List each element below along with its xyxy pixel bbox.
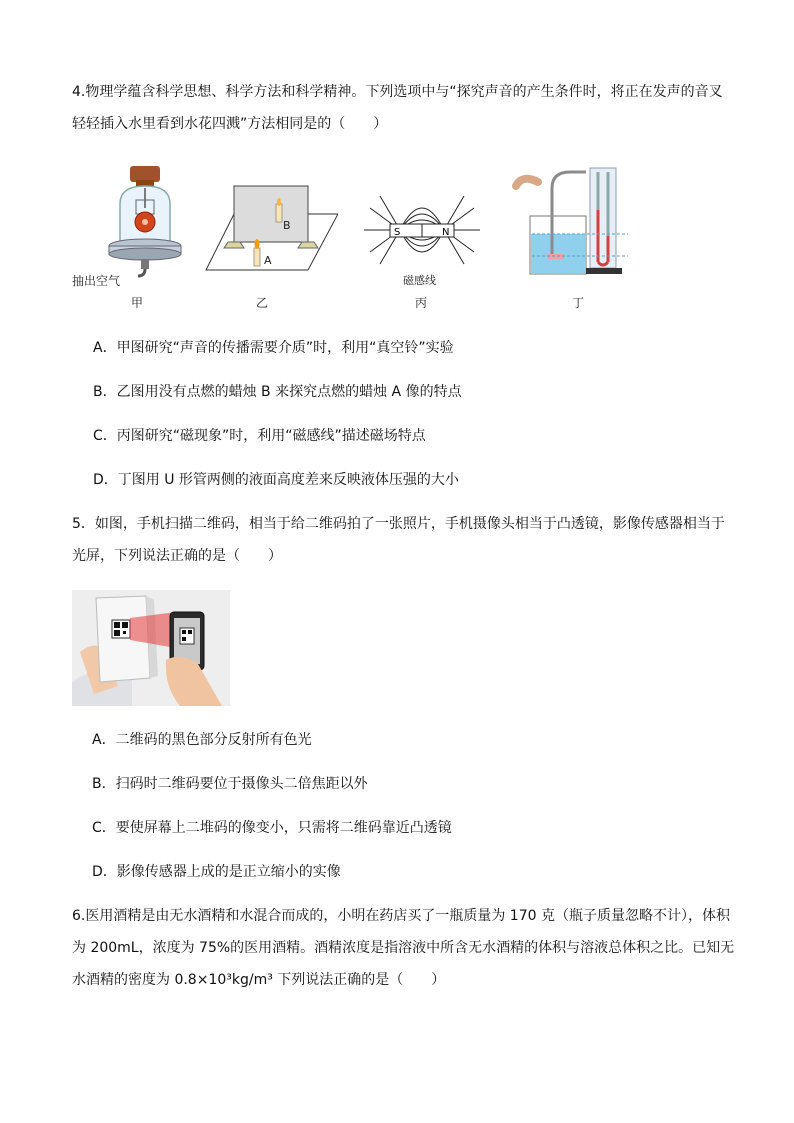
fig-yi-caption: 乙 bbox=[256, 296, 269, 310]
fig-bing-caption: 丙 bbox=[415, 296, 428, 310]
figure-qr-phone-photo bbox=[72, 590, 230, 706]
q5-option-b: B．扫码时二维码要位于摄像头二倍焦距以外 bbox=[92, 776, 368, 792]
fig-bing-line-label: 磁感线 bbox=[403, 274, 436, 287]
figure-yi-candles bbox=[204, 184, 338, 274]
q6-stem-line3: 水酒精的密度为 0.8×10³kg/m³ 下列说法正确的是（ ） bbox=[72, 972, 446, 988]
figure-jia-bell-jar bbox=[100, 164, 200, 284]
q4-option-a: A．甲图研究“声音的传播需要介质”时，利用“真空铃”实验 bbox=[93, 340, 454, 356]
q4-option-c: C．丙图研究“磁现象”时，利用“磁感线”描述磁场特点 bbox=[93, 428, 426, 444]
q5-option-d: D．影像传感器上成的是正立缩小的实像 bbox=[92, 864, 341, 880]
q6-stem-line1: 6.医用酒精是由无水酒精和水混合而成的，小明在药店买了一瓶质量为 170 克（瓶子质量忽略不计），体积 bbox=[72, 908, 730, 924]
fig-jia-pump-label: 抽出空气 bbox=[72, 274, 121, 288]
q5-option-c: C．要使屏幕上二堆码的像变小，只需将二维码靠近凸透镜 bbox=[92, 820, 452, 836]
fig-yi-label-a: A bbox=[264, 254, 272, 267]
fig-bing-label-n: N bbox=[442, 227, 450, 238]
q4-option-b: B．乙图用没有点燃的蜡烛 B 来探究点燃的蜡烛 A 像的特点 bbox=[93, 384, 462, 400]
fig-ding-caption: 丁 bbox=[572, 296, 585, 310]
figure-bing-magnet bbox=[360, 190, 484, 288]
q4-stem-line1: 4.物理学蕴含科学思想、科学方法和科学精神。下列选项中与“探究声音的产生条件时，将正在发声的音叉 bbox=[72, 84, 723, 100]
figure-ding-manometer bbox=[512, 164, 628, 278]
fig-bing-label-s: S bbox=[394, 227, 401, 238]
q5-option-a: A．二维码的黑色部分反射所有色光 bbox=[92, 732, 312, 748]
q5-stem-line2: 光屏，下列说法正确的是（ ） bbox=[72, 548, 282, 564]
q4-stem-line2: 轻轻插入水里看到水花四溅”方法相同是的（ ） bbox=[72, 116, 388, 132]
fig-jia-caption: 甲 bbox=[131, 296, 144, 310]
q5-stem-line1: 5．如图，手机扫描二维码，相当于给二维码拍了一张照片，手机摄像头相当于凸透镜，影像传感器相当于 bbox=[72, 516, 725, 532]
q4-option-d: D．丁图用 U 形管两侧的液面高度差来反映液体压强的大小 bbox=[93, 472, 459, 488]
fig-yi-label-b: B bbox=[283, 219, 291, 232]
q6-stem-line2: 为 200mL，浓度为 75%的医用酒精。酒精浓度是指溶液中所含无水酒精的体积与溶液总体积之比。已知无 bbox=[72, 940, 735, 956]
